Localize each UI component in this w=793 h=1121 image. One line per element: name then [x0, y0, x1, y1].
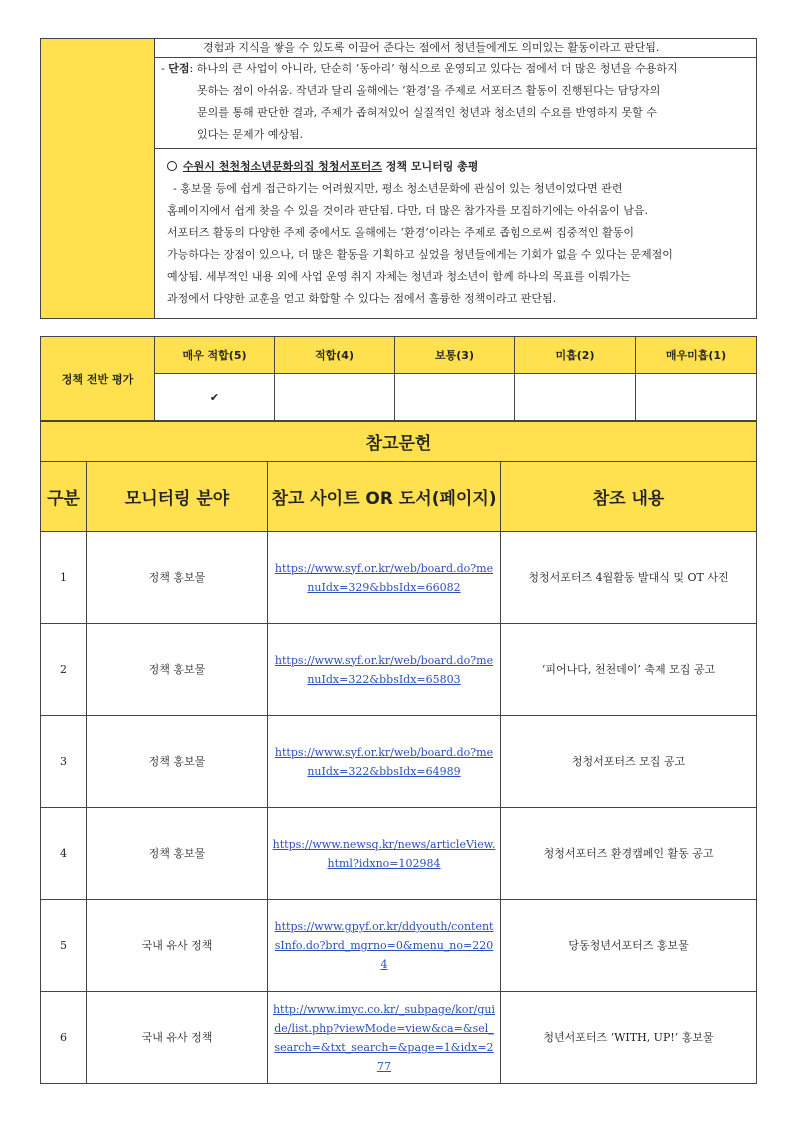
rating-option-3: 보통(3) — [395, 337, 515, 374]
row-content: 당동청년서포터즈 홍보물 — [501, 900, 757, 992]
row-number: 3 — [41, 716, 87, 808]
weakness-line: 문의를 통해 판단한 결과, 주제가 좁혀져있어 실질적인 청년과 청소년의 수요를 반영하지 못할 수 — [197, 106, 657, 119]
rating-mark-1[interactable] — [636, 374, 757, 421]
weakness-line: 있다는 문제가 예상됨. — [197, 128, 304, 141]
rating-mark-3[interactable] — [395, 374, 515, 421]
header-source: 참고 사이트 OR 도서(페이지) — [268, 462, 501, 532]
summary-line: 예상됨. 세부적인 내용 외에 사업 운영 취지 자체는 청년과 청소년이 함께 하나의 목표를 이뤄가는 — [167, 270, 631, 283]
summary-line: - 홍보물 등에 쉽게 접근하기는 어려웠지만, 평소 청소년문화에 관심이 있는 청년이었다면 관련 — [173, 182, 623, 195]
table-row — [41, 716, 757, 808]
row-field: 정책 홍보물 — [87, 808, 268, 900]
reference-link[interactable]: https://www.newsq.kr/news/articleView.html?idxno=102984 — [272, 837, 496, 870]
table-row — [41, 532, 757, 624]
row-number: 1 — [41, 532, 87, 624]
summary-title-underlined: 수원시 천천청소년문화의집 청청서포터즈 — [183, 160, 382, 173]
circle-bullet-icon — [167, 161, 177, 171]
continuation-line: 경험과 지식을 쌓을 수 있도록 이끌어 준다는 점에서 청년들에게도 의미있는 활동이라고 판단됨. — [203, 41, 660, 54]
references-table — [40, 421, 757, 1084]
rating-mark-5[interactable]: ✔ — [155, 374, 275, 421]
table-row — [41, 900, 757, 992]
summary-line: 홈페이지에서 쉽게 찾을 수 있을 것이라 판단됨. 다만, 더 많은 참가자를 모집하기에는 아쉬움이 남음. — [167, 204, 648, 217]
table-row — [41, 624, 757, 716]
rating-mark-4[interactable] — [275, 374, 395, 421]
reference-link[interactable]: https://www.syf.or.kr/web/board.do?menuIdx=322&bbsIdx=65803 — [274, 653, 494, 686]
row-field: 국내 유사 정책 — [87, 992, 268, 1084]
header-content: 참조 내용 — [501, 462, 757, 532]
weakness-line: 못하는 점이 아쉬움. 작년과 달리 올해에는 ‘환경’을 주제로 서포터즈 활동이 진행된다는 담당자의 — [197, 84, 661, 97]
row-field: 정책 홍보물 — [87, 716, 268, 808]
reference-link[interactable]: https://www.gpyf.or.kr/ddyouth/contentsInfo.do?brd_mgrno=0&menu_no=2204 — [274, 920, 494, 971]
rating-option-5: 매우 적합(5) — [155, 337, 275, 374]
evaluation-detail-table — [40, 38, 757, 319]
rating-row-label: 정책 전반 평가 — [41, 337, 155, 421]
reference-link[interactable]: https://www.syf.or.kr/web/board.do?menuIdx=322&bbsIdx=64989 — [274, 745, 494, 778]
summary-title-rest: 정책 모니터링 총평 — [381, 160, 479, 173]
summary-line: 과정에서 다양한 교훈을 얻고 화합할 수 있다는 점에서 훌륭한 정책이라고 판단됨. — [167, 292, 557, 305]
row-field: 국내 유사 정책 — [87, 900, 268, 992]
reference-link[interactable]: https://www.syf.or.kr/web/board.do?menuIdx=329&bbsIdx=66082 — [274, 561, 494, 594]
weakness-label: 단점 — [168, 62, 190, 75]
evaluation-label-cell — [41, 39, 155, 319]
row-field: 정책 홍보물 — [87, 624, 268, 716]
row-content: 청년서포터즈 ‘WITH, UP!’ 홍보물 — [501, 992, 757, 1084]
row-field: 정책 홍보물 — [87, 532, 268, 624]
overall-rating-table — [40, 336, 757, 421]
rating-option-2: 미흡(2) — [515, 337, 636, 374]
summary-line: 서포터즈 활동의 다양한 주제 중에서도 올해에는 ‘환경’이라는 주제로 좁힘으로써 집중적인 활동이 — [167, 226, 634, 239]
row-content: ‘피어나다, 천천데이’ 축제 모집 공고 — [501, 624, 757, 716]
header-field: 모니터링 분야 — [87, 462, 268, 532]
row-content: 청청서포터즈 환경캠페인 활동 공고 — [501, 808, 757, 900]
row-number: 2 — [41, 624, 87, 716]
row-number: 4 — [41, 808, 87, 900]
references-title: 참고문헌 — [41, 422, 757, 462]
rating-mark-2[interactable] — [515, 374, 636, 421]
row-number: 6 — [41, 992, 87, 1084]
reference-link[interactable]: http://www.imyc.co.kr/_subpage/kor/guide/list.php?viewMode=view&ca=&sel_search=&txt_search=&page=1&idx=277 — [272, 1002, 496, 1073]
summary-title — [155, 156, 756, 178]
evaluation-text-cell — [155, 39, 757, 319]
row-content: 청청서포터즈 4월활동 발대식 및 OT 사진 — [501, 532, 757, 624]
header-no: 구분 — [41, 462, 87, 532]
rating-option-1: 매우미흡(1) — [636, 337, 757, 374]
rating-option-4: 적합(4) — [275, 337, 395, 374]
row-number: 5 — [41, 900, 87, 992]
summary-line: 가능하다는 장점이 있으나, 더 많은 활동을 기획하고 싶었을 청년들에게는 기회가 없을 수 있다는 문제점이 — [167, 248, 673, 261]
table-row — [41, 808, 757, 900]
row-content: 청청서포터즈 모집 공고 — [501, 716, 757, 808]
weakness-line-1: - 단점: 하나의 큰 사업이 아니라, 단순히 ‘동아리’ 형식으로 운영되고 있다는 점에서 더 많은 청년을 수용하지 — [161, 62, 678, 75]
table-row — [41, 992, 757, 1084]
